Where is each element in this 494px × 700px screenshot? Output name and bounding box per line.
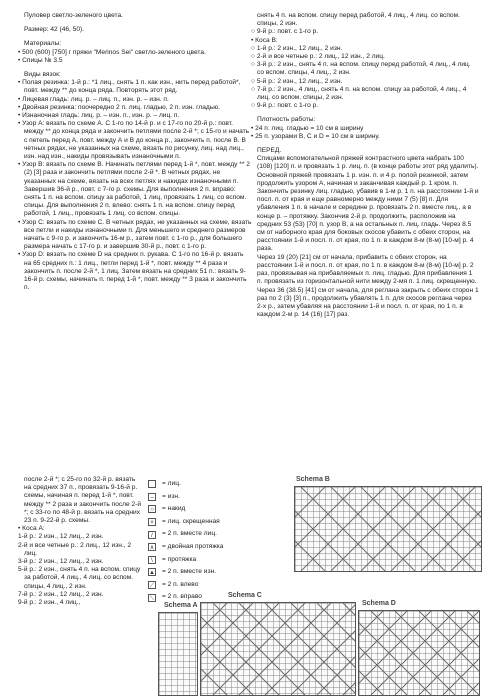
cable-b-row: ○ 7-й р.: 2 изн., 4 лиц., снять 4 п. на вспом. спицу за работой, 4 лиц., 4 лиц. со вспом. спицы, 2 изн. [251,85,467,102]
lattice-line [419,611,479,695]
schema-c-diamonds [201,603,355,695]
cable-b-row: ○ 2-й и все четные р.: 2 лиц., 12 изн., 2 лиц. [251,53,385,61]
lattice-line [451,487,481,571]
legend-item [148,491,288,504]
schema-a-label: Schema A [164,602,198,609]
legend-item [148,528,288,541]
document-title: Пуловер светло-зеленого цвета. [24,12,123,19]
legend-label: = 2 п. вместе лиц. [162,530,217,538]
schema-d-chart [358,610,480,696]
legend-label: = протяжка [162,555,197,563]
cable-right-icon: ⟍ [149,595,155,602]
legend-item [148,503,288,516]
front-paragraph: Спицами вспомогательной пряжей контрастного цвета набрать 100 (108) [120] п. и провязать 1 р. лиц. п. (в конце работы этот ряд удалить). Основной пряжей провязать 1 р. изн. п. и 4 р. полой резинкой, затем продолжить узором А, начиная и заканчивая каждый р. 1 кром. п. Закончить резинку лиц. гладью, убавив в 1-м р. 1 п. на расстоянии 1-й и посл. п. от края и еще равномерно между ними 7 (5) [8] п. Для убавления 1 п. в начале и середине р. провязать 2 п. вместе лиц., а в конце р. – протяжку. Закончив 2-й р. продолжить, расположив на средних 53 (53) [70] п. узор В, а на остальных п. лиц. гладь. Через 8.5 см от наборного края для боковых скосов убавить с обеих сторон, на расстоянии 1-й и посл. п. от края, по 1 п. в каждом 8-м (8-м) [10-м] р. 4 раза. [257,155,479,253]
circle-square-icon: ○ [148,505,156,513]
pattern-b-text: • Узор В: вязать по схеме В. Начинать петлями перед 1-й *, повт. между ** 2 (2) [3] раза и закончить петлями после 2-й *. В четных рядах, не указанных на схеме, вязать на всех петлях и накидах изнаночными п. Завершив 36-й р., повт. с 7-го р. схемы. Для выполнения 2 п. вправо: снять 1 п. на вспом. спицу за работой, 1 лиц, провязать 1 лиц. со вспом. спицы. Для выполнения 2 п. влево: снять 1 п. на вспом. спицу перед работой, 1 лиц., провязать 1 лиц. со вспом. спицы. [18,161,250,218]
schema-c-label: Schema C [228,592,262,599]
triangle-square-icon: ▲ [149,570,155,577]
bottom-left-column [18,476,142,607]
lattice-line [291,603,355,695]
density-line: • 24 п. лиц. гладью = 10 см в ширину [251,124,364,132]
cable-left-icon: ⟋ [149,583,155,590]
cable-b-row: ○ 3-й р.: 2 изн., снять 4 п. на вспом. спицу перед работой, 4 лиц., 4 лиц. со вспом. спицы, 4 лиц., 2 изн. [251,61,471,77]
front-paragraph: Через 36 (38.5) [41] см от начала, для реглана закрыть с обеих сторон 1 раз по 2 (3) [3] п., продолжить убавлять 1 п. для скосов реглана через 2-х р., затем убавляя на расстоянии 1-й и посл. п. от края, по 1 п. в каждом 2-м р. 14 (16) [17] раз. [257,286,479,319]
front-paragraph: Через 19 (20) [21] см от начала, прибавить с обеих сторон, на расстоянии 1-й и посл. п. от края, по 1 п. в каждом 8-м (8-м) [10-м] р. 2 раз, провязывая на прибавляемых п. лиц. гладью. Для прибавления 1 п. провязать из горизонтальной нити между 2-мя п. 1 лиц. скрещенную. [257,253,477,286]
materials-needles: • Спицы № 3.5 [18,56,63,64]
lattice-line [421,487,481,571]
legend-item [148,579,288,592]
lattice-line [467,611,479,695]
knit-reverse-stockinette: • Изнаночная гладь: лиц. р. – изн. п., изн. р. – лиц. п. [18,112,180,120]
left-column [18,12,252,293]
lattice-line [467,611,479,695]
legend-item [148,516,288,529]
lattice-line [419,611,479,695]
legend-label: = 2 п. вместе изн. [162,568,216,576]
cable-a-row: 7-й р.: 2 изн., 12 лиц., 2 изн. [18,590,104,598]
cross-square-icon: × [148,518,156,526]
pattern-a-text: • Узор А: вязать по схеме А. С 1-го по 14-й р. и с 17-го по 20-й р.: повт. между ** до конца ряда и закончить петлями после 2-й *; с 15-го и начать с петель перед А, повт. между А и В до конца р., закончить п. после В. В четных рядах, не указанных на схеме, вязать по рисунку, лиц. над лиц., изн. над изн., накиды провязывать изнаночными п. [18,120,250,161]
schema-b-label: Schema B [296,476,330,483]
cable-b-row: ○ 1-й р.: 2 изн., 12 лиц., 2 изн. [251,44,343,52]
pattern-c-text: • Узор С: вязать по схеме С. В четных рядах, не указанных на схеме, вязать все петли и накиды изнаночными п. Для меньшего и среднего размеров начать с 9-го р. и закончить 16-м р., затем повт. с 1-го р., для большего размера начать с 17-го р. и завершив 30-й р., повт. с 1-го р. [18,218,252,251]
legend-item [148,566,288,579]
density-heading: Плотность работы: [257,116,316,124]
density-line: • 25 п. узорами В, С и D = 10 см в ширину. [251,132,380,140]
legend-item [148,554,288,567]
cable-a-row: 2-й и все четные р.: 2 лиц., 12 изн., 2 лиц. [18,541,132,557]
knit-hollow-rib: • Полая резинка: 1-й р.: *1 лиц., снять 1 п. как изн., нить перед работой*, повт. между ** до конца ряда. Повторять этот ряд. [18,79,241,95]
lattice-line [295,487,325,571]
schema-d-label: Schema D [362,600,396,607]
legend-label: = 2 п. вправо [162,593,202,601]
cable-a-row: 1-й р.: 2 изн., 12 лиц., 2 изн. [18,533,104,541]
schema-d-diamonds [359,611,479,695]
cable-b-row: ○ 5-й р.: 2 изн., 12 лиц., 2 изн. [251,77,343,85]
front-heading: ПЕРЕД. [257,147,282,155]
legend-label: = лиц. скрещенная [162,517,220,525]
cable-a-heading: • Коса А: [18,525,45,533]
legend-label: = 2 п. влево [162,580,199,588]
lattice-line [421,487,481,571]
cable-b-row: ○ 9-й р.: повт. с 1-го р. [251,102,319,110]
dash-square-icon: – [148,493,156,501]
pattern-d-text: • Узор D: вязать по схеме D на средних п. рукава. С 1-го по 16-й р. вязать на 65 средних п.: 1 лиц., петли перед 1-й *, повт. между ** 4 раза и закончить п. после 2-й *, 1 лиц. Затем вязать на средних 51 п.: вязать 9-16-й р. схемы, начинать п. перед 1-й *, повт. между ** 3 раза и закончить п. [18,251,247,292]
lattice-line [201,603,227,695]
legend-label: = накид [162,505,186,513]
lattice-line [291,603,355,695]
lattice-line [317,603,355,695]
size-line: Размер: 42 (46, 50). [24,26,85,34]
lattice-line [295,487,355,571]
lattice-line [343,603,355,695]
lattice-line [295,487,355,571]
cable-a-row: 3-й р.: 2 изн., 12 лиц., 2 изн. [18,558,104,566]
cable-b-heading: • Коса В: [251,36,278,44]
cable-a-repeat: ○ 9-й р.: повт. с 1-го р. [251,28,319,36]
lattice-line [451,487,481,571]
knits-heading: Виды вязок: [24,71,61,79]
legend-label: = лиц. [162,480,181,487]
knit-stockinette: • Лицевая гладь: лиц. р. – лиц. п., изн. р. – изн. п. [18,95,169,103]
materials-yarn: • 500 (600) [750] г пряжи "Merinos Sei" светло-зеленого цвета. [18,48,206,56]
lattice-line [295,487,325,571]
lattice-line [343,603,355,695]
schema-b-chart [294,486,482,572]
schema-c-chart [200,602,356,696]
cable-a-row: 9-й р.: 2 изн., 4 лиц., [18,599,81,607]
backslash-square-icon: \ [148,556,156,564]
pattern-d-continued: после 2-й *; с 25-го по 32-й р. вязать на средних 37 п., провязать 9-16-й р. схемы, начиная п. перед 1-й *, повт. между ** 2 раза и закончить после 2-й *; с 33-го по 48-й р. вязать на средних 23 п. 9-22-й р. схемы. [24,476,142,525]
right-column [251,12,479,319]
schema-b-diamonds [295,487,481,571]
lattice-line [201,603,227,695]
blank-square-icon [148,480,156,488]
legend-label: = двойная протяжка [162,542,224,550]
cable-a-row: 5-й р.: 2 изн., снять 4 п. на вспом. спицу за работой, 4 лиц., 4 лиц. со вспом. спицы, 4 лиц., 2 изн. [18,566,141,590]
double-slash-square-icon: ∧ [149,545,155,552]
lattice-line [317,603,355,695]
legend-label: = изн. [162,492,180,500]
schema-a-chart [158,612,198,696]
legend-item [148,541,288,554]
chart-legend [148,478,288,604]
cable-a-continued: снять 4 п. на вспом. спицу перед работой, 4 лиц., 4 лиц. со вспом. спицы, 2 изн. [257,12,460,28]
knit-double-rib: • Двойная резинка: поочередно 2 п. лиц. гладью, 2 п. изн. гладью. [18,103,220,111]
slash-square-icon: / [148,531,156,539]
materials-heading: Материалы: [24,40,62,48]
legend-item [148,478,288,491]
